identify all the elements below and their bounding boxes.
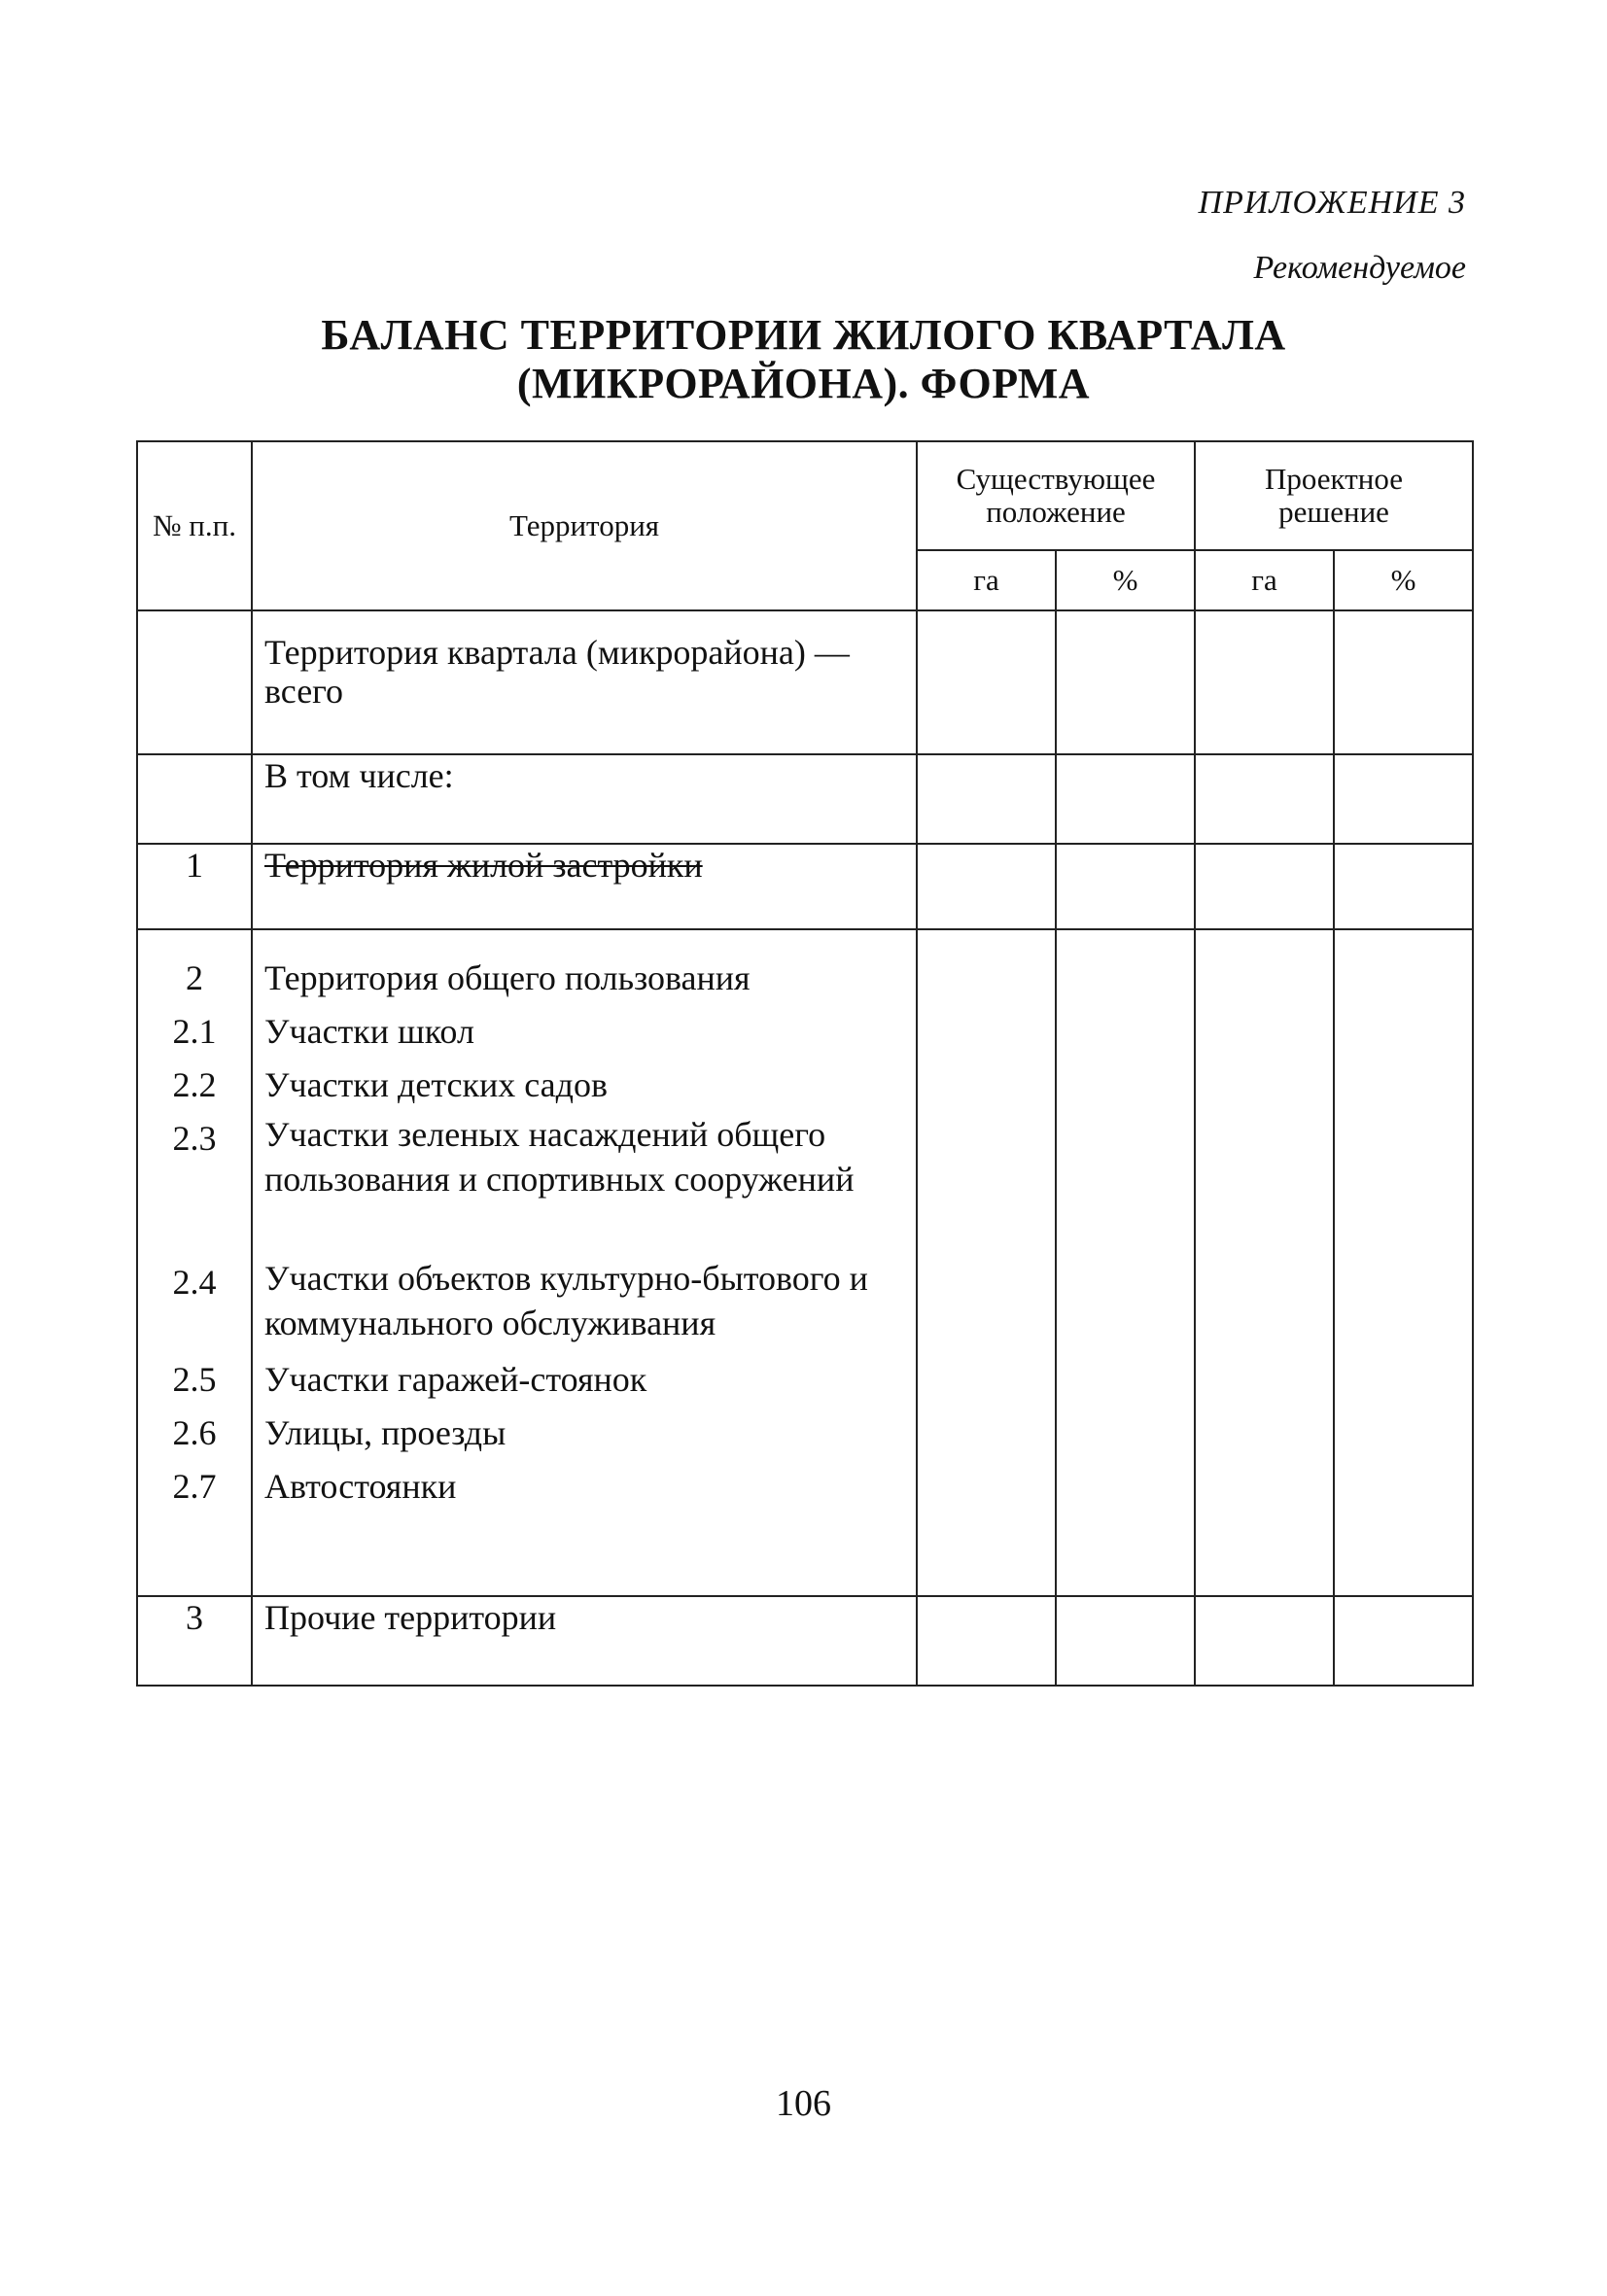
table-row-1 — [137, 844, 1473, 929]
recommended-label: Рекомендуемое — [1253, 250, 1466, 286]
list-item-label: Участки школ — [264, 1012, 474, 1051]
list-item-label: Улицы, проезды — [264, 1413, 507, 1452]
group-2-labels — [252, 929, 917, 1596]
row-including-label: В том числе: — [252, 754, 917, 844]
unit-existing-pct: % — [1056, 550, 1195, 610]
row-1-cell — [1056, 844, 1195, 929]
group-2-cell — [1195, 929, 1334, 1596]
document-title — [0, 311, 1607, 408]
list-item-label: Автостоянки — [264, 1467, 457, 1506]
row-3-cell — [1195, 1596, 1334, 1686]
group-2-cell — [917, 929, 1056, 1596]
row-including-cell — [1334, 754, 1473, 844]
unit-project-ha: га — [1195, 550, 1334, 610]
row-3-cell — [917, 1596, 1056, 1686]
col-header-project-text: Проектное решение — [1265, 462, 1403, 529]
list-item-num: 2.5 — [172, 1360, 217, 1399]
list-item-num: 2.6 — [172, 1413, 217, 1452]
title-line-1: БАЛАНС ТЕРРИТОРИИ ЖИЛОГО КВАРТАЛА — [321, 311, 1286, 359]
list-item-num: 2 — [186, 958, 203, 997]
row-total-cell — [1056, 610, 1195, 754]
group-2-cell — [1334, 929, 1473, 1596]
row-total-cell — [917, 610, 1056, 754]
list-item-label: Участки зеленых насаждений общего пользования и спортивных сооружений — [264, 1115, 855, 1199]
list-item-label: Участки гаражей-стоянок — [264, 1360, 647, 1399]
row-1-cell — [1195, 844, 1334, 929]
list-item-num: 2.3 — [172, 1119, 217, 1158]
col-header-territory: Территория — [252, 441, 917, 610]
table-row-including — [137, 754, 1473, 844]
territory-balance-table — [136, 440, 1474, 1687]
table-header-row — [137, 441, 1473, 550]
list-item-label: Территория общего пользования — [264, 958, 751, 997]
col-header-num — [137, 441, 252, 610]
col-header-existing-text: Существующее положение — [956, 462, 1156, 529]
row-including-cell — [1195, 754, 1334, 844]
col-header-existing — [917, 441, 1195, 550]
table-row-group-2 — [137, 929, 1473, 1596]
row-1-label — [252, 844, 917, 929]
list-item-label: Участки детских садов — [264, 1065, 608, 1104]
list-item-num: 2.4 — [172, 1263, 217, 1302]
unit-existing-ha: га — [917, 550, 1056, 610]
col-header-num-text: № п.п. — [152, 508, 236, 542]
row-3-label: Прочие территории — [252, 1596, 917, 1686]
row-including-cell — [1056, 754, 1195, 844]
page-number: 106 — [776, 2083, 831, 2124]
table-row-3 — [137, 1596, 1473, 1686]
row-1-cell — [1334, 844, 1473, 929]
row-3-num: 3 — [137, 1596, 252, 1686]
list-item-num: 2.1 — [172, 1012, 217, 1051]
row-1-cell — [917, 844, 1056, 929]
unit-project-pct: % — [1334, 550, 1473, 610]
table-row-total — [137, 610, 1473, 754]
appendix-label: ПРИЛОЖЕНИЕ 3 — [1198, 185, 1466, 221]
list-item-num: 2.2 — [172, 1065, 217, 1104]
row-including-num — [137, 754, 252, 844]
list-item-num: 2.7 — [172, 1467, 217, 1506]
row-total-num — [137, 610, 252, 754]
row-total-label: Территория квартала (микрорайона) — всего — [252, 610, 917, 754]
title-line-2: (МИКРОРАЙОНА). ФОРМА — [516, 360, 1091, 407]
col-header-project — [1195, 441, 1473, 550]
group-2-cell — [1056, 929, 1195, 1596]
list-item-label: Участки объектов культурно-бытового и коммунального обслуживания — [264, 1259, 868, 1342]
group-2-numbers — [137, 929, 252, 1596]
row-total-cell — [1334, 610, 1473, 754]
row-3-cell — [1056, 1596, 1195, 1686]
row-total-cell — [1195, 610, 1334, 754]
row-3-cell — [1334, 1596, 1473, 1686]
row-1-num: 1 — [137, 844, 252, 929]
row-1-label-text: Территория жилой застройки — [264, 846, 703, 885]
row-including-cell — [917, 754, 1056, 844]
